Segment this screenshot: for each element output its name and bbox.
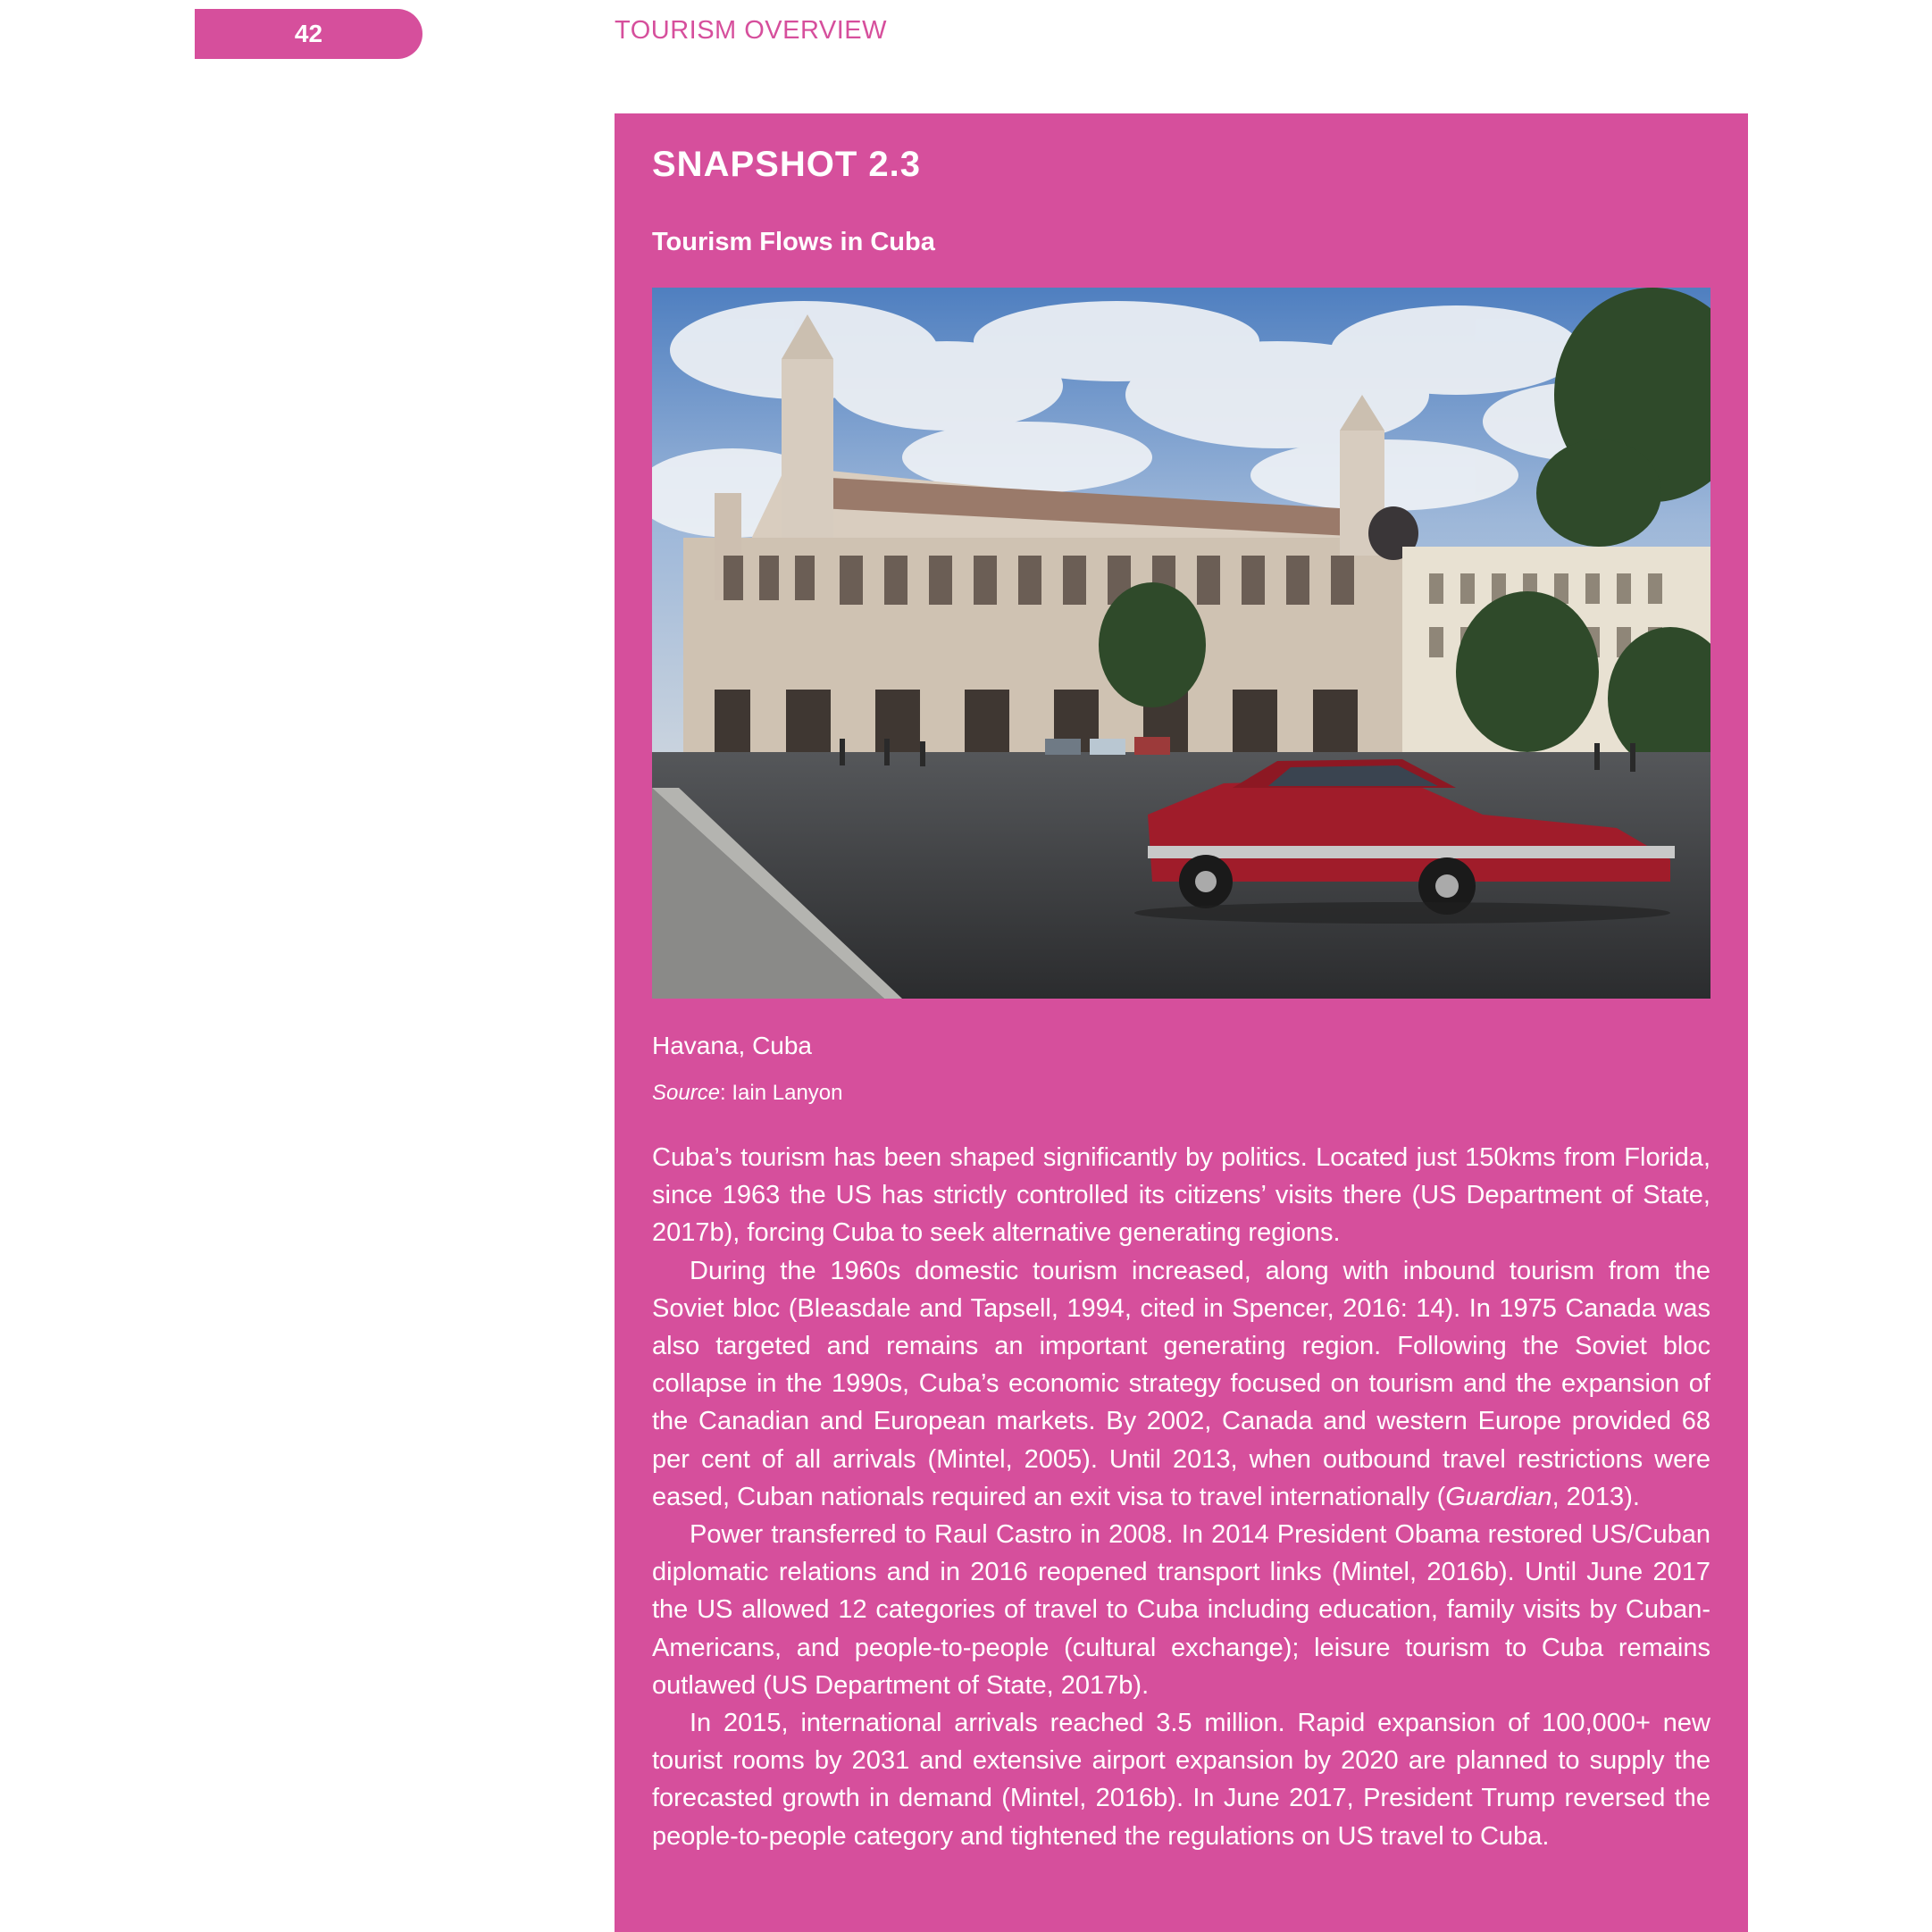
- paragraph-4: In 2015, international arrivals reached 3.5 million. Rapid expansion of 100,000+ new tourist rooms by 2031 and extensive airport expansion by 2020 are planned to supply the forecasted growth in demand (Mintel, 2016b). In June 2017, President Trump reversed the people-to-people category and tightened the regulations on US travel to Cuba.: [652, 1709, 1710, 1851]
- havana-street-image: [652, 288, 1710, 999]
- snapshot-box: [615, 113, 1748, 1932]
- page-number-tab: [195, 9, 422, 59]
- running-head: TOURISM OVERVIEW: [615, 16, 888, 45]
- snapshot-title: SNAPSHOT 2.3: [652, 145, 921, 184]
- source-label: Source: [652, 1081, 721, 1105]
- snapshot-body: [652, 1139, 1710, 1855]
- paragraph-3: Power transferred to Raul Castro in 2008. In 2014 President Obama restored US/Cuban diplomatic relations and in 2016 reopened transport links (Mintel, 2016b). Until June 2017 the US allowed 12 categories of travel to Cuba including education, family visits by Cuban-Americans, and people-to-people (cultural exchange); leisure tourism to Cuba remains outlawed (US Department of State, 2017b).: [652, 1520, 1710, 1700]
- paragraph-1: Cuba’s tourism has been shaped significantly by politics. Located just 150kms from Florida, since 1963 the US has strictly controlled its citizens’ visits there (US Department of State, 2017b), forcing Cuba to seek alternative generating regions.: [652, 1143, 1710, 1248]
- page-number: 42: [294, 20, 323, 47]
- snapshot-subtitle: Tourism Flows in Cuba: [652, 228, 935, 256]
- paragraph-2-end: , 2013).: [1551, 1482, 1640, 1511]
- paragraph-2-text: During the 1960s domestic tourism increased, along with inbound tourism from the Soviet bloc (Bleasdale and Tapsell, 1994, cited in Spencer, 2016: 14). In 1975 Canada was also targeted and remains an important generating region. Following the Soviet bloc collapse in the 1990s, Cuba’s economic strategy focused on tourism and the expansion of the Canadian and European markets. By 2002, Canada and western Europe provided 68 per cent of all arrivals (Mintel, 2005). Until 2013, when outbound travel restrictions were eased, Cuban nationals required an exit visa to travel internationally (: [652, 1256, 1710, 1511]
- source-value: : Iain Lanyon: [720, 1081, 843, 1105]
- paragraph-2-italic: Guardian: [1445, 1482, 1552, 1511]
- photo-caption: Havana, Cuba: [652, 1032, 813, 1059]
- paragraph-2: [652, 1252, 1710, 1516]
- photo-source: [652, 1081, 842, 1106]
- havana-photo: [652, 288, 1710, 999]
